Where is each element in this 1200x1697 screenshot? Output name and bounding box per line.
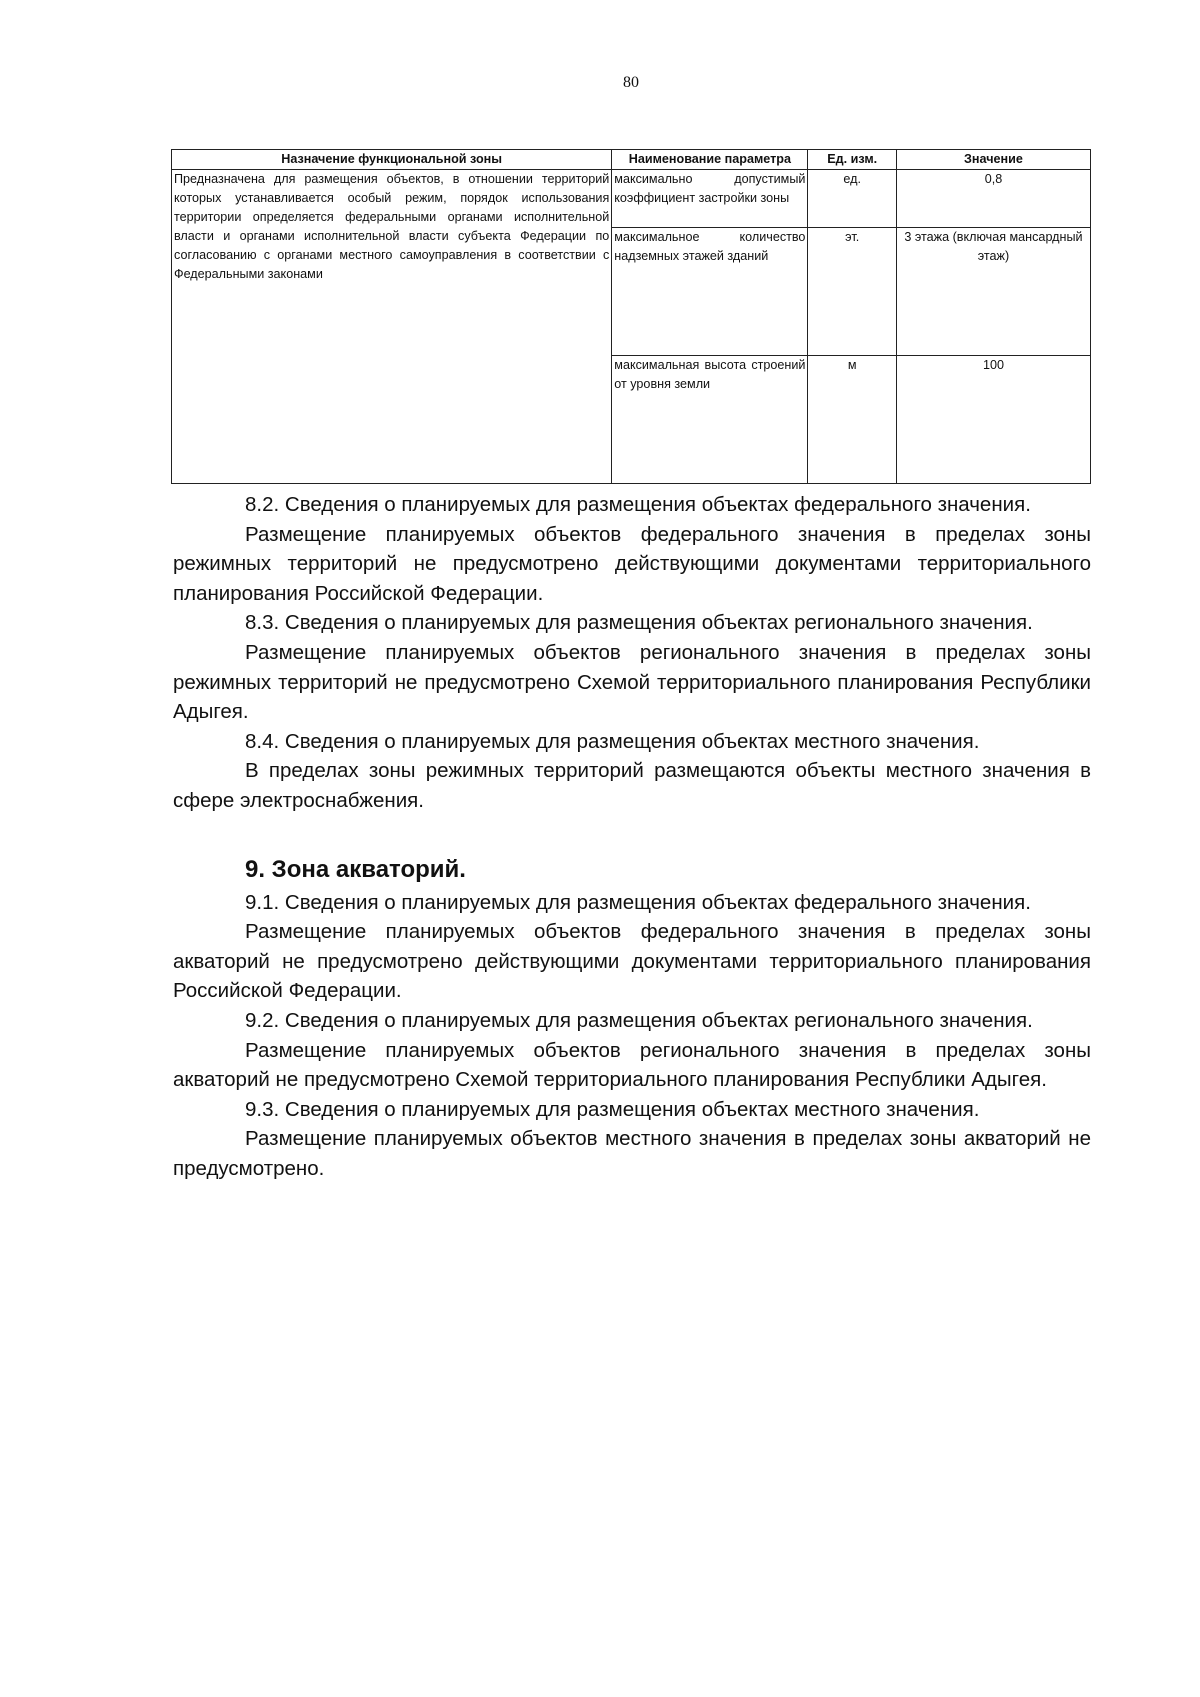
- unit-cell: ед.: [808, 170, 897, 228]
- paragraph: Размещение планируемых объектов федерального значения в пределах зоны акваторий не предусмотрено действующими документами территориального планирования Российской Федерации.: [173, 920, 1091, 1003]
- paragraph: В пределах зоны режимных территорий размещаются объекты местного значения в сфере электроснабжения.: [173, 759, 1091, 812]
- parameter-cell: максимальное количество надземных этажей зданий: [612, 228, 808, 356]
- paragraph-9-3: 9.3. Сведения о планируемых для размещения объектах местного значения.: [245, 1097, 980, 1121]
- parameter-cell: максимально допустимый коэффициент застройки зоны: [612, 170, 808, 228]
- parameter-cell: максимальная высота строений от уровня земли: [612, 356, 808, 484]
- paragraph: Размещение планируемых объектов федерального значения в пределах зоны режимных территорий не предусмотрено действующими документами территориального планирования Российской Федерации.: [173, 522, 1091, 605]
- paragraph-9-2: 9.2. Сведения о планируемых для размещения объектах регионального значения.: [245, 1008, 1033, 1032]
- value-cell: 0,8: [896, 170, 1090, 228]
- header-unit: Ед. изм.: [808, 150, 897, 170]
- paragraph-8-4: 8.4. Сведения о планируемых для размещения объектах местного значения.: [245, 729, 980, 753]
- section-9-heading: 9. Зона акваторий.: [245, 855, 466, 883]
- unit-cell: м: [808, 356, 897, 484]
- value-cell: 3 этажа (включая мансардный этаж): [896, 228, 1090, 356]
- zone-purpose-cell: Предназначена для размещения объектов, в отношении территорий которых устанавливается особый режим, порядок использования территории определяется федеральными органами исполнительной власти и органами исполнительной власти субъекта Федерации по согласованию с органами местного самоуправления в соответствии с Федеральными законами: [172, 170, 612, 484]
- paragraph-8-2: 8.2. Сведения о планируемых для размещения объектах федерального значения.: [245, 493, 1031, 516]
- paragraph: Размещение планируемых объектов регионального значения в пределах зоны акваторий не предусмотрено Схемой территориального планирования Республики Адыгея.: [173, 1038, 1091, 1092]
- unit-cell: эт.: [808, 228, 897, 356]
- header-value: Значение: [896, 150, 1090, 170]
- table-row: [172, 170, 1091, 228]
- paragraph: Размещение планируемых объектов регионального значения в пределах зоны режимных территорий не предусмотрено Схемой территориального планирования Республики Адыгея.: [173, 640, 1091, 724]
- paragraph-8-3: 8.3. Сведения о планируемых для размещения объектах регионального значения.: [245, 611, 1033, 635]
- paragraph: Размещение планируемых объектов местного значения в пределах зоны акваторий не предусмотрено.: [173, 1127, 1091, 1180]
- page-number: 80: [623, 74, 639, 91]
- header-zone-purpose: Назначение функциональной зоны: [172, 150, 612, 170]
- paragraph-9-1: 9.1. Сведения о планируемых для размещения объектах федерального значения.: [245, 890, 1031, 914]
- value-cell: 100: [896, 356, 1090, 484]
- document-body: [173, 490, 1091, 1183]
- zone-parameters-table: [171, 149, 1091, 484]
- table-header-row: [172, 150, 1091, 170]
- header-parameter-name: Наименование параметра: [612, 150, 808, 170]
